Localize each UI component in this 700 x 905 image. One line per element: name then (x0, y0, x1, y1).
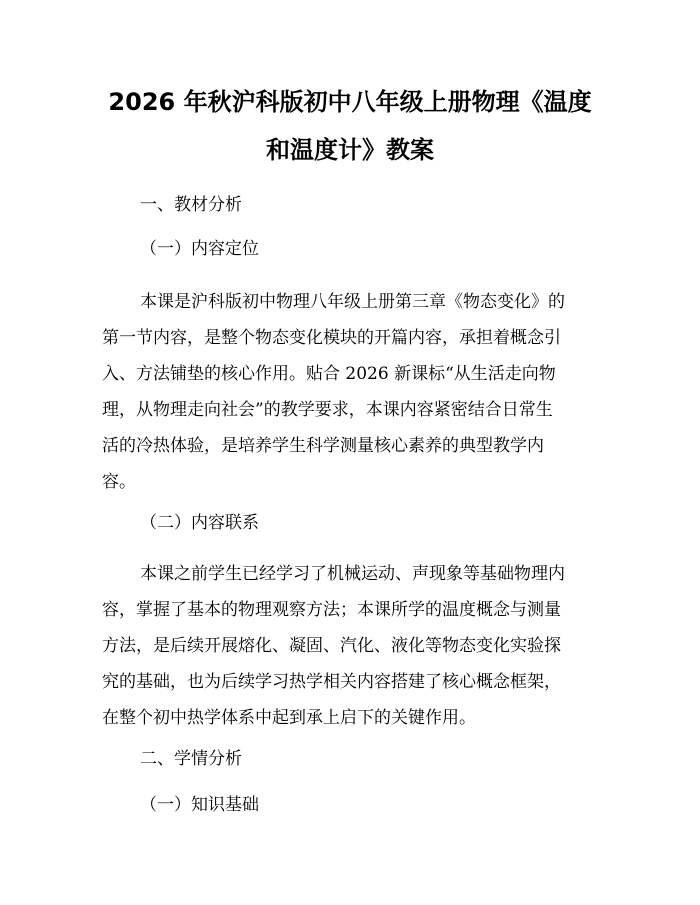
paragraph-line: 容，掌握了基本的物理观察方法；本课所学的温度概念与测量 (102, 600, 561, 620)
paragraph-content-positioning (102, 284, 602, 500)
paragraph-content-connection (102, 556, 602, 736)
paragraph-line: 入、方法铺垫的核心作用。贴合 2026 新课标“从生活走向物 (102, 364, 556, 384)
paragraph-line: 理，从物理走向社会”的教学要求，本课内容紧密结合日常生 (102, 400, 553, 420)
document-title-line-2: 和温度计》教案 (266, 136, 434, 164)
paragraph-line: 容。 (102, 472, 136, 492)
subsection-heading-content-connection: （二）内容联系 (140, 513, 259, 533)
paragraph-line: 方法，是后续开展熔化、凝固、汽化、液化等物态变化实验探 (102, 636, 561, 656)
document-title-line-1: 2026 年秋沪科版初中八年级上册物理《温度 (108, 88, 592, 116)
paragraph-line: 在整个初中热学体系中起到承上启下的关键作用。 (102, 708, 476, 728)
section-heading-textbook-analysis: 一、教材分析 (140, 195, 242, 215)
paragraph-line: 本课是沪科版初中物理八年级上册第三章《物态变化》的 (140, 292, 565, 312)
subsection-heading-content-positioning: （一）内容定位 (140, 239, 259, 259)
section-heading-learner-analysis: 二、学情分析 (140, 749, 242, 769)
paragraph-line: 究的基础，也为后续学习热学相关内容搭建了核心概念框架， (102, 672, 561, 692)
paragraph-line: 本课之前学生已经学习了机械运动、声现象等基础物理内 (140, 564, 565, 584)
paragraph-line: 第一节内容，是整个物态变化模块的开篇内容，承担着概念引 (102, 328, 561, 348)
paragraph-line: 活的冷热体验，是培养学生科学测量核心素养的典型教学内 (102, 436, 544, 456)
subsection-heading-knowledge-foundation: （一）知识基础 (140, 795, 259, 815)
